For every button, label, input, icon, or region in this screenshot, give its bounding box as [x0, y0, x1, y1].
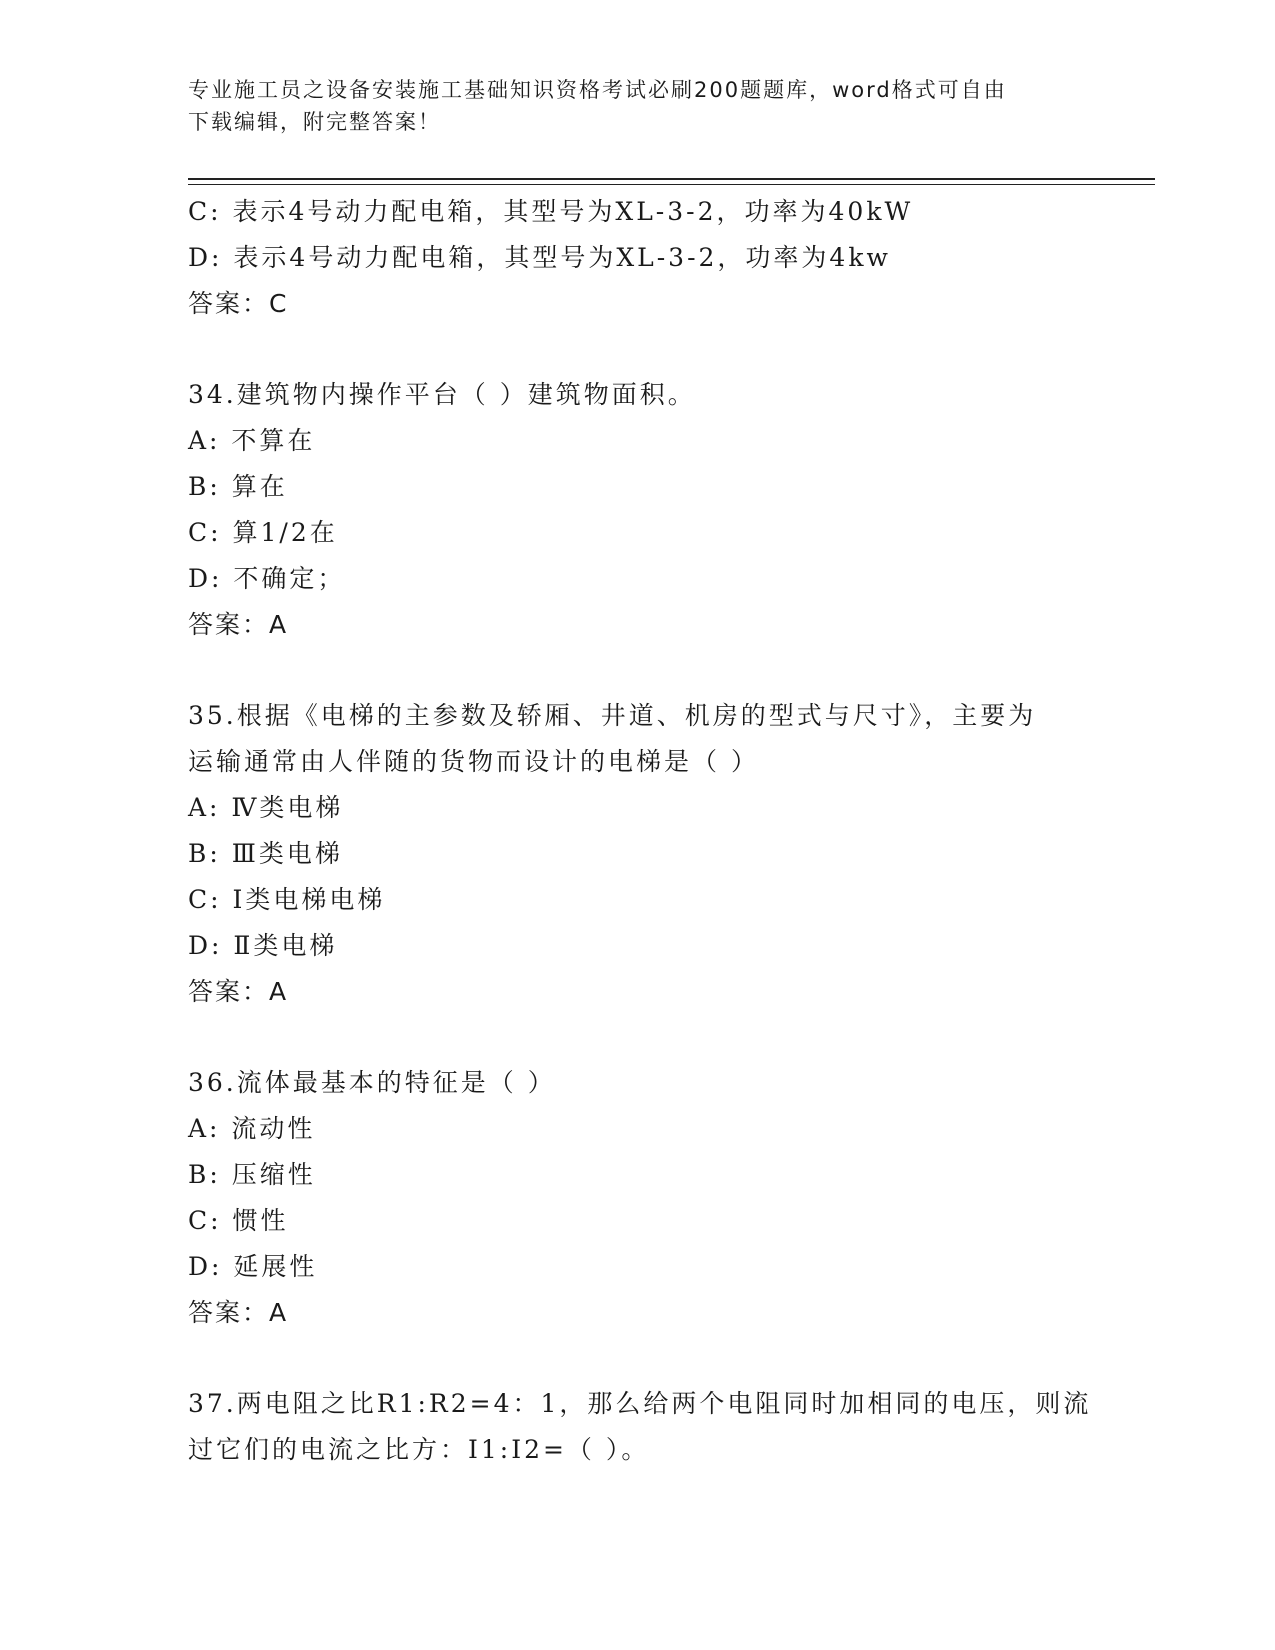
- option-b: B: Ⅲ类电梯: [188, 839, 343, 868]
- question-34: [188, 372, 1088, 648]
- document-header: [188, 74, 1068, 138]
- option-b: B: 算在: [188, 472, 288, 501]
- question-35: [188, 693, 1088, 1015]
- option-d: D: 表示4号动力配电箱，其型号为XL-3-2，功率为4kw: [188, 243, 891, 272]
- answer-line: 答案：A: [188, 610, 289, 639]
- question-text-line-1: 37.两电阻之比R1:R2=4：1，那么给两个电阻同时加相同的电压，则流: [188, 1389, 1092, 1418]
- question-content: [188, 189, 1092, 1473]
- option-d: D: 延展性: [188, 1252, 318, 1281]
- spacer: [188, 1336, 1088, 1381]
- question-text: 34.建筑物内操作平台（ ）建筑物面积。: [188, 380, 696, 409]
- option-c: C: 算1/2在: [188, 518, 338, 547]
- question-text: 36.流体最基本的特征是（ ）: [188, 1068, 556, 1097]
- question-36: [188, 1060, 1088, 1336]
- option-a: A: 流动性: [188, 1114, 316, 1143]
- answer-line: 答案：A: [188, 1298, 289, 1327]
- spacer: [188, 327, 1088, 372]
- option-c: C: Ⅰ类电梯电梯: [188, 885, 386, 914]
- answer-line: 答案：C: [188, 289, 289, 318]
- spacer: [188, 1015, 1088, 1060]
- option-d: D: 不确定；: [188, 564, 346, 593]
- answer-line: 答案：A: [188, 977, 289, 1006]
- option-c: C: 表示4号动力配电箱，其型号为XL-3-2，功率为40kW: [188, 197, 914, 226]
- question-text-line-1: 35.根据《电梯的主参数及轿厢、井道、机房的型式与尺寸》，主要为: [188, 701, 1037, 730]
- question-37: [188, 1381, 1092, 1473]
- spacer: [188, 648, 1088, 693]
- option-a: A: Ⅳ类电梯: [188, 793, 344, 822]
- option-a: A: 不算在: [188, 426, 316, 455]
- question-text-line-2: 过它们的电流之比方：I1:I2=（ ）。: [188, 1435, 650, 1464]
- option-c: C: 惯性: [188, 1206, 289, 1235]
- question-text-line-2: 运输通常由人伴随的货物而设计的电梯是（ ）: [188, 747, 759, 776]
- header-line-1: 专业施工员之设备安装施工基础知识资格考试必刷200题题库，word格式可自由: [188, 78, 1007, 102]
- option-b: B: 压缩性: [188, 1160, 316, 1189]
- header-divider-thin: [188, 184, 1155, 185]
- header-line-2: 下载编辑，附完整答案！: [188, 110, 441, 134]
- header-divider-thick: [188, 178, 1155, 180]
- question-33-continuation: [188, 189, 1088, 327]
- option-d: D: Ⅱ类电梯: [188, 931, 338, 960]
